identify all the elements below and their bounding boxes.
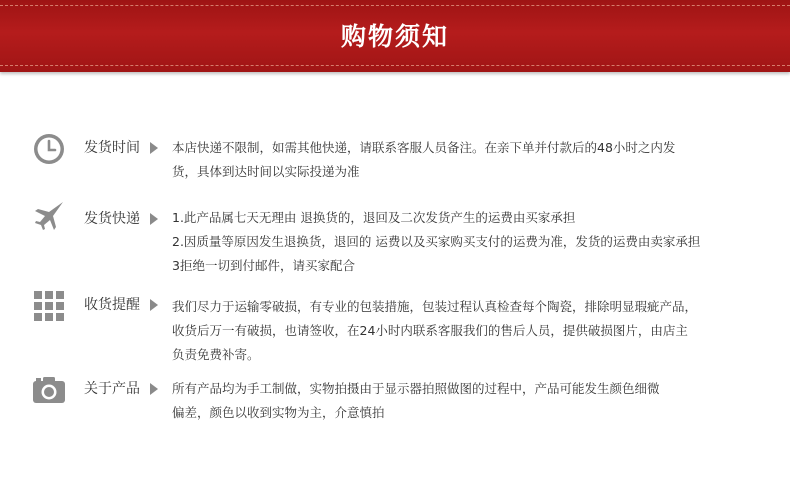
airplane-icon (32, 199, 66, 233)
clock-icon (32, 132, 66, 166)
content-line: 货，具体到达时间以实际投递为准 (172, 164, 360, 179)
header-banner (0, 0, 790, 72)
section-content (172, 136, 732, 184)
camera-icon (32, 373, 66, 407)
section-label: 发货时间 (84, 140, 140, 156)
section-content (172, 295, 732, 367)
section-content (172, 377, 732, 425)
content-line: 2.因质量等原因发生退换货，退回的 运费以及买家购买支付的运费为准，发货的运费由卖家承担 (172, 234, 701, 249)
content-line: 3拒绝一切到付邮件，请买家配合 (172, 258, 355, 273)
content-line: 收货后万一有破损，也请签收，在24小时内联系客服我们的售后人员，提供破损图片，由店主 (172, 323, 688, 338)
arrow-right-icon (150, 142, 158, 154)
grid-icon (32, 289, 66, 323)
section-label: 关于产品 (84, 381, 140, 397)
page-title: 购物须知 (340, 22, 449, 51)
content-line: 偏差，颜色以收到实物为主，介意慎拍 (172, 405, 385, 420)
content-line: 所有产品均为手工制做，实物拍摄由于显示器拍照做图的过程中，产品可能发生颜色细微 (172, 381, 660, 396)
section-label: 收货提醒 (84, 297, 140, 313)
content-line: 我们尽力于运输零破损，有专业的包装措施，包装过程认真检查每个陶瓷，排除明显瑕疵产品， (172, 299, 698, 314)
section-label: 发货快递 (84, 211, 140, 227)
content-line: 负责免费补寄。 (172, 347, 260, 362)
arrow-right-icon (150, 383, 158, 395)
arrow-right-icon (150, 213, 158, 225)
section-content (172, 206, 732, 278)
arrow-right-icon (150, 299, 158, 311)
content-line: 1.此产品属七天无理由 退换货的，退回及二次发货产生的运费由买家承担 (172, 210, 576, 225)
content-line: 本店快递不限制，如需其他快递，请联系客服人员备注。在亲下单并付款后的48小时之内发 (172, 140, 676, 155)
